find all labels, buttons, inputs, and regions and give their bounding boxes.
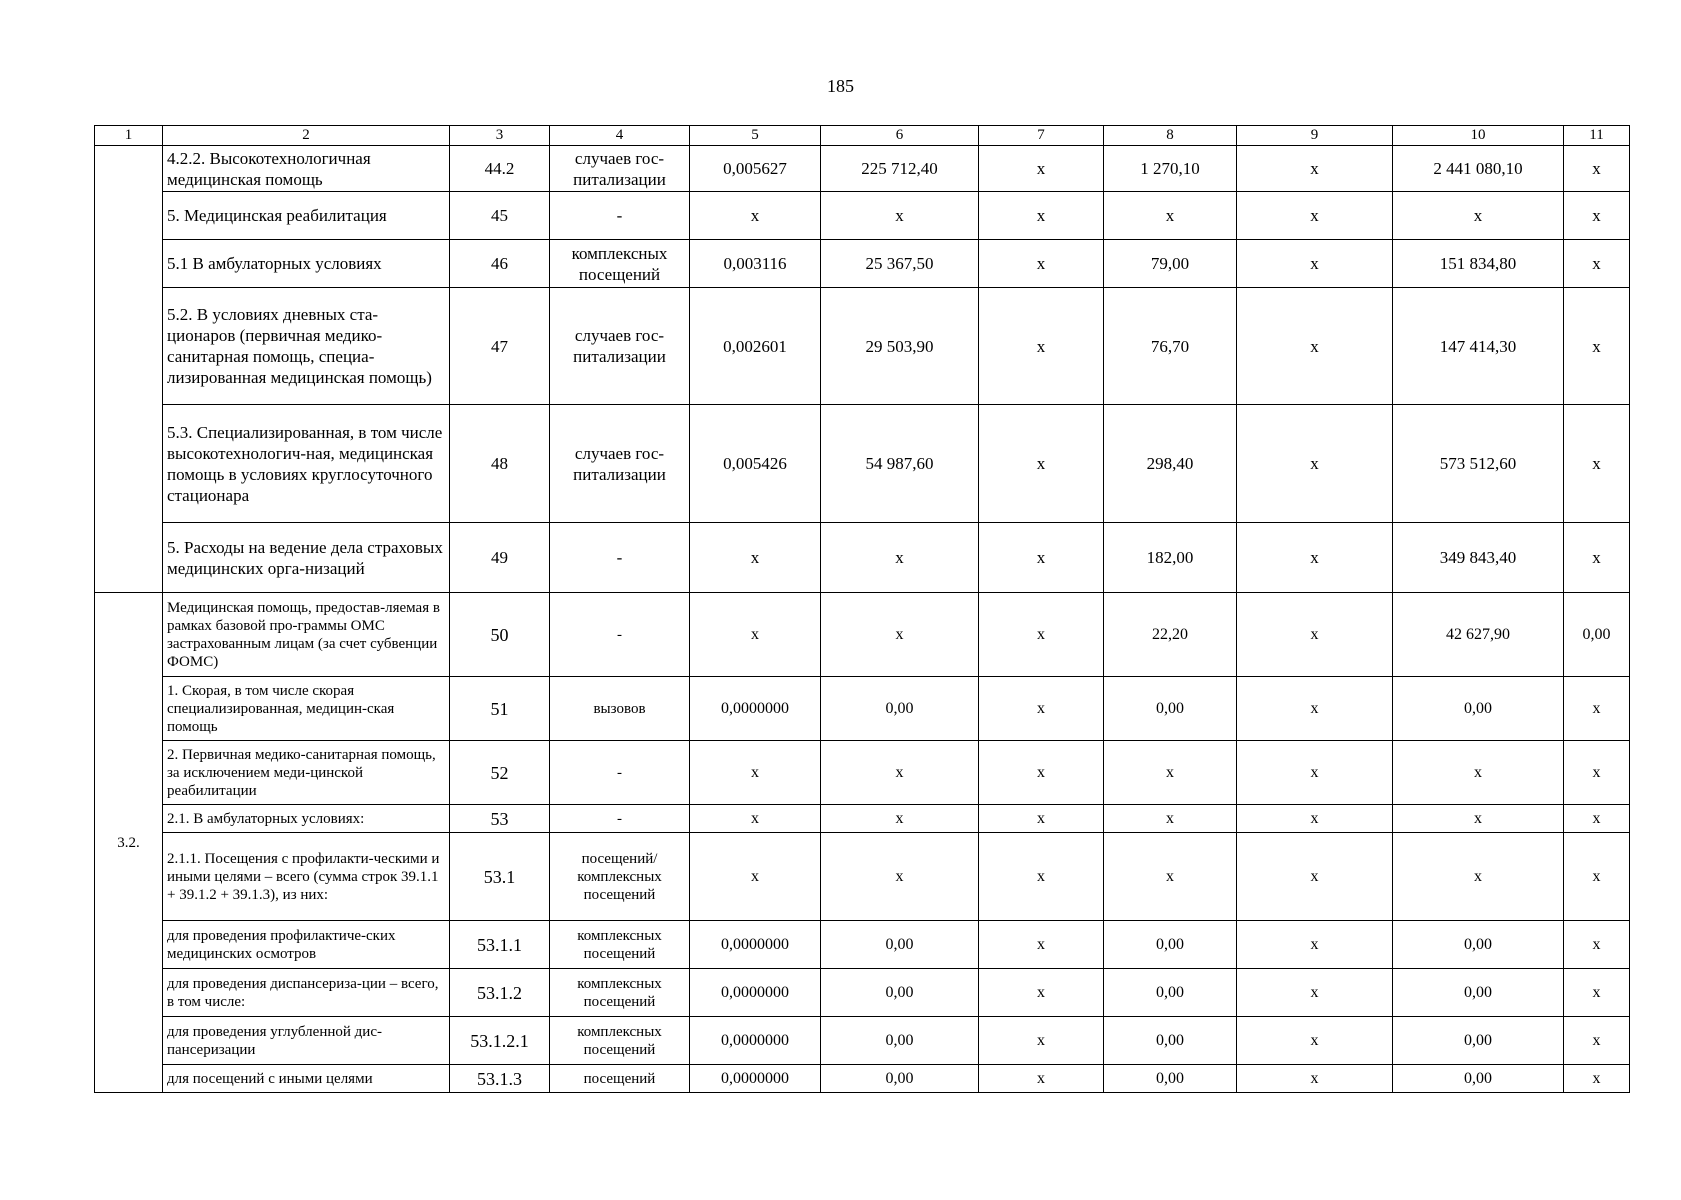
table-cell: x <box>1237 833 1393 921</box>
table-cell: 0,005426 <box>690 405 821 523</box>
table-cell: случаев гос-питализации <box>550 405 690 523</box>
table-cell: 54 987,60 <box>821 405 979 523</box>
table-row <box>95 593 1630 677</box>
table-cell: 0,0000000 <box>690 1065 821 1093</box>
table-cell: x <box>690 805 821 833</box>
header-cell: 7 <box>979 126 1104 146</box>
table-cell: x <box>690 192 821 240</box>
table-cell: x <box>1237 523 1393 593</box>
table-row <box>95 921 1630 969</box>
table-cell: 53.1.1 <box>450 921 550 969</box>
table-cell: x <box>1564 288 1630 405</box>
table-row <box>95 146 1630 192</box>
data-table <box>94 125 1630 1093</box>
table-cell: - <box>550 523 690 593</box>
table-cell: 182,00 <box>1104 523 1237 593</box>
table-cell: для проведения диспансериза-ции – всего, в том числе: <box>163 969 450 1017</box>
table-row <box>95 741 1630 805</box>
table-cell: 147 414,30 <box>1393 288 1564 405</box>
table-cell: 0,00 <box>1393 921 1564 969</box>
table-cell: x <box>821 741 979 805</box>
table-cell: x <box>979 805 1104 833</box>
table-cell: x <box>979 921 1104 969</box>
table-cell: случаев гос-питализации <box>550 288 690 405</box>
table-cell: x <box>1237 969 1393 1017</box>
table-cell: - <box>550 741 690 805</box>
table-cell: 5. Медицинская реабилитация <box>163 192 450 240</box>
table-cell: 349 843,40 <box>1393 523 1564 593</box>
table-cell: 0,0000000 <box>690 921 821 969</box>
table-cell: для посещений с иными целями <box>163 1065 450 1093</box>
table-cell: - <box>550 192 690 240</box>
table-cell: x <box>690 741 821 805</box>
table-cell: 0,0000000 <box>690 677 821 741</box>
table-cell: 0,00 <box>821 677 979 741</box>
table-row <box>95 240 1630 288</box>
table-cell: x <box>979 523 1104 593</box>
table-cell: 5.1 В амбулаторных условиях <box>163 240 450 288</box>
table-cell: x <box>979 1065 1104 1093</box>
table-cell: 79,00 <box>1104 240 1237 288</box>
table-cell: Медицинская помощь, предостав-ляемая в рамках базовой про-граммы ОМС застрахованным лицам (за счет субвенции ФОМС) <box>163 593 450 677</box>
table-row <box>95 405 1630 523</box>
header-cell: 2 <box>163 126 450 146</box>
table-cell: 2. Первичная медико-санитарная помощь, за исключением меди-цинской реабилитации <box>163 741 450 805</box>
table-cell: 0,003116 <box>690 240 821 288</box>
table-cell: x <box>979 240 1104 288</box>
header-cell: 1 <box>95 126 163 146</box>
table-cell: 42 627,90 <box>1393 593 1564 677</box>
table-cell: 0,0000000 <box>690 969 821 1017</box>
table-cell: - <box>550 593 690 677</box>
table-cell: 0,00 <box>1393 677 1564 741</box>
table-cell: 22,20 <box>1104 593 1237 677</box>
table-cell: 5.3. Специализированная, в том числе высокотехнологич-ная, медицинская помощь в условиях круглосуточного стационара <box>163 405 450 523</box>
table-cell: x <box>979 405 1104 523</box>
table-cell: x <box>1564 969 1630 1017</box>
table-cell: 0,002601 <box>690 288 821 405</box>
header-cell: 5 <box>690 126 821 146</box>
table-cell: - <box>550 805 690 833</box>
table-cell: 0,00 <box>821 1017 979 1065</box>
page-number: 185 <box>827 76 854 96</box>
table-cell: посещений/ комплексных посещений <box>550 833 690 921</box>
table-cell: 0,00 <box>821 969 979 1017</box>
table-cell: вызовов <box>550 677 690 741</box>
table-cell: 0,0000000 <box>690 1017 821 1065</box>
table-cell: x <box>1564 805 1630 833</box>
table-cell: 3.2. <box>95 593 163 1093</box>
table-cell: x <box>1564 833 1630 921</box>
table-cell: x <box>1237 1017 1393 1065</box>
table-cell: 0,00 <box>1104 1065 1237 1093</box>
table-cell: 0,00 <box>1104 921 1237 969</box>
table-cell: x <box>1564 921 1630 969</box>
table-cell: 50 <box>450 593 550 677</box>
table-cell: 225 712,40 <box>821 146 979 192</box>
table-cell: x <box>690 593 821 677</box>
table-cell: 47 <box>450 288 550 405</box>
table-cell: 2.1. В амбулаторных условиях: <box>163 805 450 833</box>
table-cell: x <box>979 1017 1104 1065</box>
table-cell: 0,00 <box>1393 1065 1564 1093</box>
table-cell: 0,005627 <box>690 146 821 192</box>
table-cell: x <box>1393 805 1564 833</box>
table-cell: 2 441 080,10 <box>1393 146 1564 192</box>
table-cell: комплексных посещений <box>550 969 690 1017</box>
table-cell: x <box>690 833 821 921</box>
table-cell: x <box>1104 192 1237 240</box>
table-cell: x <box>979 969 1104 1017</box>
table-cell: посещений <box>550 1065 690 1093</box>
table-cell: x <box>1564 1065 1630 1093</box>
table-cell: x <box>979 833 1104 921</box>
table-cell: x <box>1237 405 1393 523</box>
table-cell: случаев гос-питализации <box>550 146 690 192</box>
table-cell: x <box>1237 921 1393 969</box>
table-cell: x <box>1393 192 1564 240</box>
table-cell: 2.1.1. Посещения с профилакти-ческими и иными целями – всего (сумма строк 39.1.1 + 39.1.2 + 39.1.3), из них: <box>163 833 450 921</box>
table-cell: x <box>1564 192 1630 240</box>
table-row <box>95 805 1630 833</box>
table-cell: x <box>1393 833 1564 921</box>
table-cell: 5.2. В условиях дневных ста-ционаров (первичная медико-санитарная помощь, специа-лизированная медицинская помощь) <box>163 288 450 405</box>
table-cell: x <box>1564 523 1630 593</box>
table-cell: 0,00 <box>1104 969 1237 1017</box>
table-cell: x <box>1393 741 1564 805</box>
table-cell: 53.1.3 <box>450 1065 550 1093</box>
table-cell: 48 <box>450 405 550 523</box>
table-cell: 51 <box>450 677 550 741</box>
table-cell: 46 <box>450 240 550 288</box>
table-cell: x <box>979 288 1104 405</box>
table-row <box>95 1065 1630 1093</box>
table-cell: x <box>979 146 1104 192</box>
table-cell: x <box>1237 593 1393 677</box>
table-cell: 5. Расходы на ведение дела страховых медицинских орга-низаций <box>163 523 450 593</box>
table-cell: x <box>1104 805 1237 833</box>
table-cell: x <box>1564 405 1630 523</box>
table-cell: 29 503,90 <box>821 288 979 405</box>
table-cell: 76,70 <box>1104 288 1237 405</box>
table-cell: комплексных посещений <box>550 921 690 969</box>
table-cell: x <box>1564 240 1630 288</box>
table-row <box>95 969 1630 1017</box>
table-cell: 25 367,50 <box>821 240 979 288</box>
table-cell: x <box>1237 240 1393 288</box>
table-cell: x <box>1564 677 1630 741</box>
table-cell: x <box>1237 146 1393 192</box>
table-cell: 1. Скорая, в том числе скорая специализированная, медицин-ская помощь <box>163 677 450 741</box>
table-cell: x <box>1564 1017 1630 1065</box>
table-cell <box>95 146 163 593</box>
table-cell: 0,00 <box>1393 969 1564 1017</box>
table-cell: x <box>979 192 1104 240</box>
table-cell: x <box>1564 741 1630 805</box>
table-cell: 0,00 <box>1104 1017 1237 1065</box>
header-row <box>95 126 1630 146</box>
table-cell: 49 <box>450 523 550 593</box>
table-cell: 151 834,80 <box>1393 240 1564 288</box>
table-row <box>95 1017 1630 1065</box>
table-cell: 45 <box>450 192 550 240</box>
table-row <box>95 288 1630 405</box>
table-cell: 53.1.2.1 <box>450 1017 550 1065</box>
table-cell: x <box>979 741 1104 805</box>
table-cell: 53 <box>450 805 550 833</box>
table-cell: 1 270,10 <box>1104 146 1237 192</box>
table-cell: x <box>1237 805 1393 833</box>
table-cell: x <box>1237 677 1393 741</box>
table-cell: 53.1.2 <box>450 969 550 1017</box>
table-cell: x <box>821 805 979 833</box>
table-cell: x <box>821 593 979 677</box>
table-cell: x <box>979 677 1104 741</box>
table-row <box>95 833 1630 921</box>
header-cell: 3 <box>450 126 550 146</box>
table-row <box>95 523 1630 593</box>
table-cell: 0,00 <box>1393 1017 1564 1065</box>
header-cell: 10 <box>1393 126 1564 146</box>
table-cell: x <box>1237 741 1393 805</box>
table-cell: x <box>1104 833 1237 921</box>
table-cell: 0,00 <box>821 1065 979 1093</box>
table-cell: 4.2.2. Высокотехнологичная медицинская помощь <box>163 146 450 192</box>
table-cell: 0,00 <box>821 921 979 969</box>
header-cell: 8 <box>1104 126 1237 146</box>
table-cell: 0,00 <box>1104 677 1237 741</box>
table-cell: x <box>1104 741 1237 805</box>
table-cell: для проведения углубленной дис-пансеризации <box>163 1017 450 1065</box>
table-cell: 298,40 <box>1104 405 1237 523</box>
table-row <box>95 192 1630 240</box>
table-cell: x <box>979 593 1104 677</box>
table-cell: x <box>1237 192 1393 240</box>
table-cell: x <box>821 833 979 921</box>
header-cell: 9 <box>1237 126 1393 146</box>
table-cell: x <box>821 192 979 240</box>
table-row <box>95 677 1630 741</box>
header-cell: 4 <box>550 126 690 146</box>
table-cell: x <box>1237 1065 1393 1093</box>
table-cell: x <box>1564 146 1630 192</box>
header-cell: 6 <box>821 126 979 146</box>
table-cell: 44.2 <box>450 146 550 192</box>
table-cell: x <box>690 523 821 593</box>
table-cell: 573 512,60 <box>1393 405 1564 523</box>
table-cell: 53.1 <box>450 833 550 921</box>
table-cell: 0,00 <box>1564 593 1630 677</box>
table-cell: 52 <box>450 741 550 805</box>
table-cell: комплексных посещений <box>550 1017 690 1065</box>
table-cell: x <box>821 523 979 593</box>
table-cell: x <box>1237 288 1393 405</box>
table-cell: комплексных посещений <box>550 240 690 288</box>
header-cell: 11 <box>1564 126 1630 146</box>
table-cell: для проведения профилактиче-ских медицинских осмотров <box>163 921 450 969</box>
